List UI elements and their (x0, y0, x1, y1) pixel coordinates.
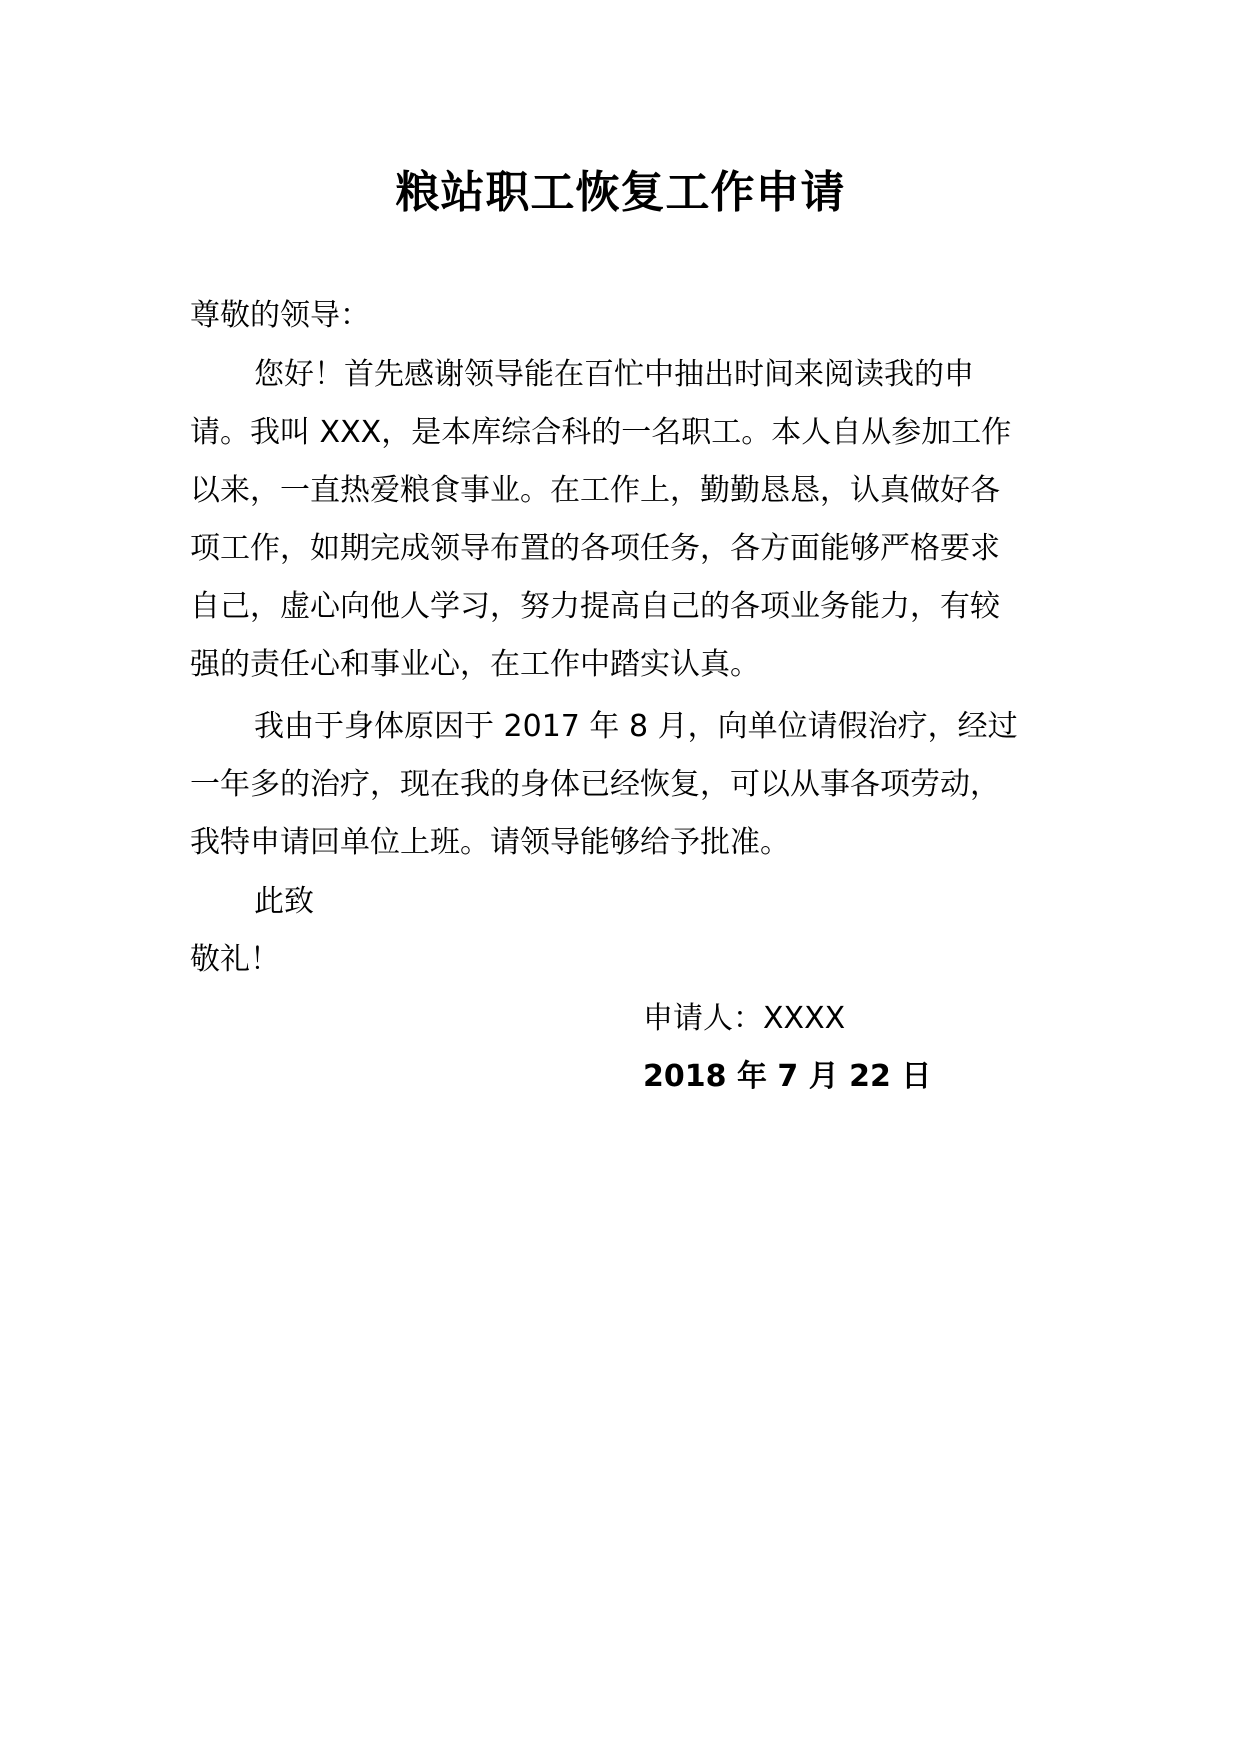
paragraph-line: 以来，一直热爱粮食事业。在工作上，勤勤恳恳，认真做好各 (190, 473, 1000, 508)
application-date: 2018 年 7 月 22 日 (643, 1059, 932, 1094)
applicant-name: 申请人：XXXX (643, 1001, 846, 1036)
closing-phrase: 此致 (254, 884, 314, 919)
paragraph-line: 项工作，如期完成领导布置的各项任务，各方面能够严格要求 (190, 531, 1000, 566)
paragraph-line: 强的责任心和事业心，在工作中踏实认真。 (190, 647, 760, 682)
regards-phrase: 敬礼！ (190, 942, 280, 977)
signature-block (643, 990, 931, 1106)
paragraph-intro (190, 346, 1070, 694)
document-title: 粮站职工恢复工作申请 (395, 167, 846, 218)
paragraph-line: 我特申请回单位上班。请领导能够给予批准。 (190, 825, 790, 860)
paragraph-line: 我由于身体原因于 2017 年 8 月，向单位请假治疗，经过 (254, 709, 1018, 744)
paragraph-request (190, 698, 1070, 872)
salutation: 尊敬的领导： (190, 298, 370, 333)
paragraph-line: 请。我叫 XXX，是本库综合科的一名职工。本人自从参加工作 (190, 415, 1012, 450)
paragraph-line: 一年多的治疗，现在我的身体已经恢复，可以从事各项劳动， (190, 767, 1000, 802)
paragraph-line: 自己，虚心向他人学习，努力提高自己的各项业务能力，有较 (190, 589, 1000, 624)
paragraph-line: 您好！首先感谢领导能在百忙中抽出时间来阅读我的申 (254, 357, 974, 392)
